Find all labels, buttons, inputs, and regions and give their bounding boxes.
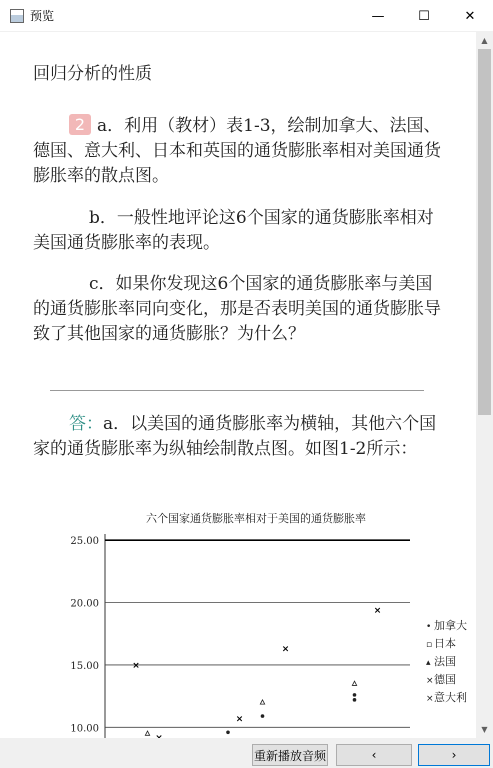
legend-label: 加拿大 <box>434 619 467 632</box>
question-2-c: c．如果你发现这6个国家的通货膨胀率与美国的通货膨胀率同向变化，那是否表明美国的通货膨胀导致了其他国家的通货膨胀？为什么？ <box>33 274 441 344</box>
legend-marker: ▴ <box>426 658 431 668</box>
legend-marker: • <box>426 622 432 632</box>
data-point <box>145 731 149 735</box>
legend-label: 法国 <box>434 655 456 668</box>
window-title: 预览 <box>30 9 55 23</box>
y-tick-label: 10.00 <box>70 723 99 735</box>
window-controls <box>355 0 493 32</box>
scroll-up-arrow-icon[interactable]: ▲ <box>481 36 488 45</box>
vertical-scrollbar[interactable] <box>476 32 493 738</box>
y-tick-label: 15.00 <box>70 660 99 672</box>
bottom-toolbar <box>0 738 493 768</box>
minimize-button[interactable]: — <box>371 8 385 24</box>
next-page-button[interactable]: › <box>418 744 490 766</box>
question-number-badge: 2 <box>69 114 91 135</box>
chart-legend <box>426 618 467 704</box>
data-point <box>226 730 230 734</box>
data-point <box>353 698 357 702</box>
app-icon <box>10 9 24 23</box>
previous-page-button[interactable]: ‹ <box>336 744 412 766</box>
legend-marker: × <box>426 694 434 704</box>
scatter-chart <box>60 506 476 738</box>
preview-content <box>0 32 476 738</box>
divider <box>50 390 424 391</box>
data-point: × <box>132 660 140 671</box>
question-2-b: b．一般性地评论这6个国家的通货膨胀率相对美国通货膨胀率的表现。 <box>33 208 434 253</box>
title-bar <box>0 0 493 32</box>
data-point: × <box>281 644 290 655</box>
data-point <box>261 714 265 718</box>
close-button[interactable]: ✕ <box>464 8 476 24</box>
answer-text: a．以美国的通货膨胀率为横轴，其他六个国家的通货膨胀率为纵轴绘制散点图。如图1-2所示： <box>33 414 437 459</box>
chart-title: 六个国家通货膨胀率相对于美国的通货膨胀率 <box>146 512 366 525</box>
replay-audio-button[interactable]: 重新播放音频 <box>252 744 328 766</box>
y-tick-label: 25.00 <box>70 536 99 548</box>
answer-paragraph <box>33 412 443 462</box>
section-heading: 回归分析的性质 <box>33 64 152 84</box>
legend-marker: ▫ <box>426 640 433 650</box>
legend-marker: × <box>426 676 434 686</box>
legend-label: 日本 <box>434 637 456 650</box>
question-2-a <box>33 114 443 189</box>
question-2-a-text: a．利用（教材）表1-3，绘制加拿大、法国、德国、意大利、日本和英国的通货膨胀率相对美国通货膨胀率的散点图。 <box>33 116 441 186</box>
scroll-down-arrow-icon[interactable]: ▼ <box>481 725 488 734</box>
data-point: × <box>373 606 382 617</box>
chart-points <box>132 606 381 738</box>
data-point <box>260 700 264 704</box>
data-point <box>352 681 356 685</box>
data-point: × <box>235 714 244 725</box>
maximize-button[interactable]: ☐ <box>418 8 430 24</box>
scroll-thumb[interactable] <box>478 49 491 415</box>
legend-label: 德国 <box>434 673 456 686</box>
y-tick-label: 20.00 <box>70 598 99 610</box>
chart-grid <box>70 534 410 738</box>
legend-label: 意大利 <box>434 691 467 704</box>
data-point <box>353 693 357 697</box>
answer-label: 答： <box>69 414 103 434</box>
